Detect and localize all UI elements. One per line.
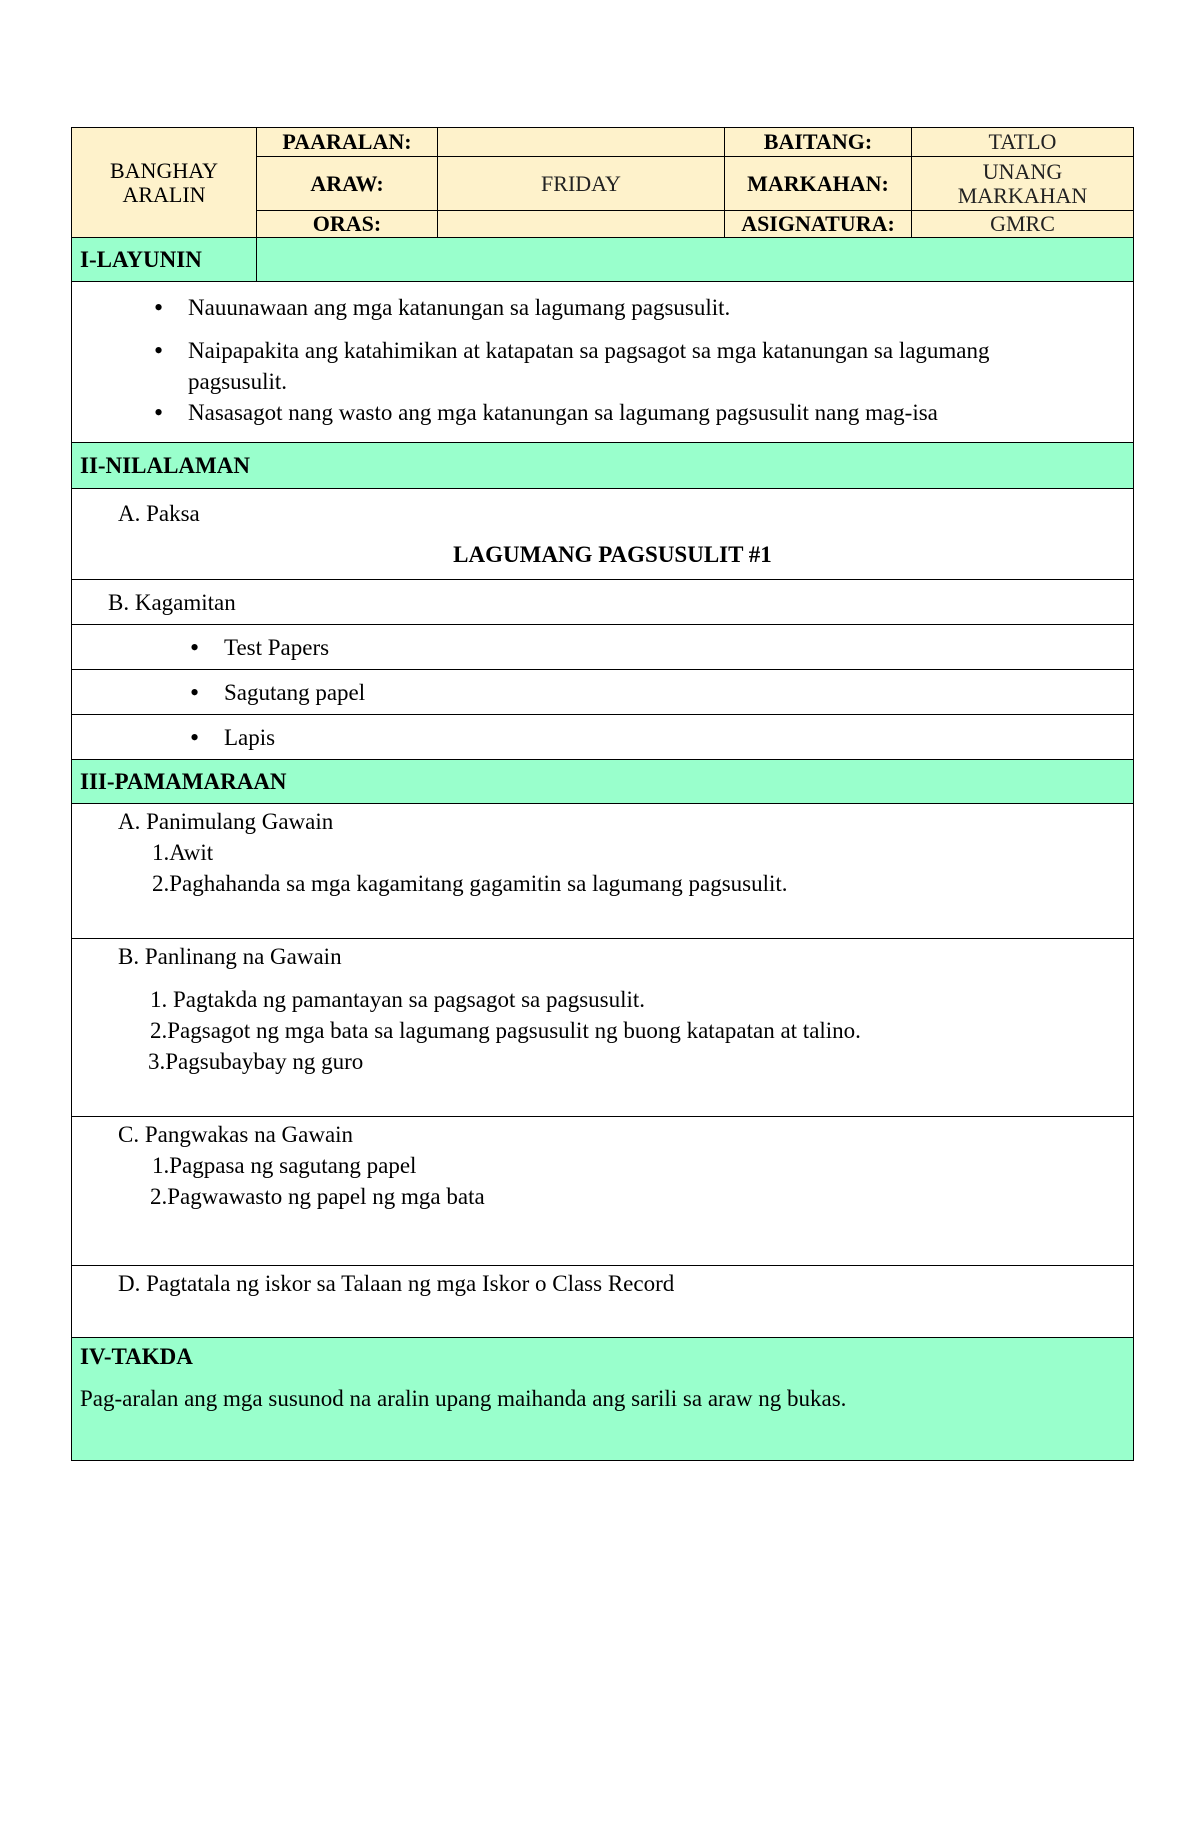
list-item: • Nasasagot nang wasto ang mga katanungan sa lagumang pagsusulit nang mag-isa [188,397,1093,428]
kagamitan-label: B. Kagamitan [72,580,1134,625]
pangwakas-gawain-label: C. Pangwakas na Gawain [118,1122,354,1147]
kagamitan-item-cell [72,715,1134,760]
takda-text: Pag-aralan ang mga susunod na aralin upang maihanda ang sarili sa araw ng bukas. [80,1386,847,1411]
panimulang-gawain-label: A. Panimulang Gawain [118,809,334,834]
asignatura-value: GMRC [912,211,1134,238]
list-item: • Naipapakita ang katahimikan at katapatan sa pagsagot sa mga katanungan sa lagumang pagsusulit. [188,335,1093,397]
nilalaman-heading: II-NILALAMAN [72,443,1134,489]
list-item: • Nauunawaan ang mga katanungan sa lagumang pagsusulit. [188,292,1093,323]
pangwakas-gawain-cell [72,1117,1134,1266]
pamamaraan-heading: III-PAMAMARAAN [72,760,1134,804]
takda-section [72,1338,1134,1461]
panimulang-gawain-cell [72,804,1134,939]
baitang-value: TATLO [912,128,1134,157]
lesson-plan-table [71,127,1134,1461]
list-item: 1.Awit [152,840,214,865]
oras-label: ORAS: [257,211,438,238]
asignatura-label: ASIGNATURA: [725,211,912,238]
araw-value: FRIDAY [438,157,725,211]
list-item: 1.Pagpasa ng sagutang papel [152,1153,417,1178]
kagamitan-item-cell [72,670,1134,715]
paaralan-value [438,128,725,157]
lesson-plan-page [71,127,1133,1461]
list-item: 2.Pagwawasto ng papel ng mga bata [150,1184,485,1209]
paksa-title: LAGUMANG PAGSUSULIT #1 [453,542,772,567]
panlinang-gawain-label: B. Panlinang na Gawain [118,944,342,969]
markahan-value: UNANG MARKAHAN [912,157,1134,211]
oras-value [438,211,725,238]
layunin-body [72,282,1134,443]
document-title: BANGHAY ARALIN [72,128,257,238]
baitang-label: BAITANG: [725,128,912,157]
list-item: • Sagutang papel [224,677,1133,708]
paksa-label: A. Paksa [118,501,200,526]
paaralan-label: PAARALAN: [257,128,438,157]
list-item: • Test Papers [224,632,1133,663]
araw-label: ARAW: [257,157,438,211]
list-item: 2.Paghahanda sa mga kagamitang gagamitin sa lagumang pagsusulit. [152,871,788,896]
markahan-label: MARKAHAN: [725,157,912,211]
list-item: • Lapis [224,722,1133,753]
layunin-list [188,292,1093,428]
list-item: 1. Pagtakda ng pamantayan sa pagsagot sa pagsusulit. [150,987,646,1012]
panlinang-gawain-cell [72,939,1134,1117]
pagtatala-label: D. Pagtatala ng iskor sa Talaan ng mga Iskor o Class Record [118,1271,675,1296]
pagtatala-cell [72,1266,1134,1338]
takda-heading: IV-TAKDA [80,1344,193,1369]
list-item: 2.Pagsagot ng mga bata sa lagumang pagsusulit ng buong katapatan at talino. [150,1018,861,1043]
layunin-heading: I-LAYUNIN [72,238,257,282]
paksa-cell [72,489,1134,580]
kagamitan-item-cell [72,625,1134,670]
list-item: 3.Pagsubaybay ng guro [148,1049,364,1074]
layunin-heading-fill [257,238,1134,282]
